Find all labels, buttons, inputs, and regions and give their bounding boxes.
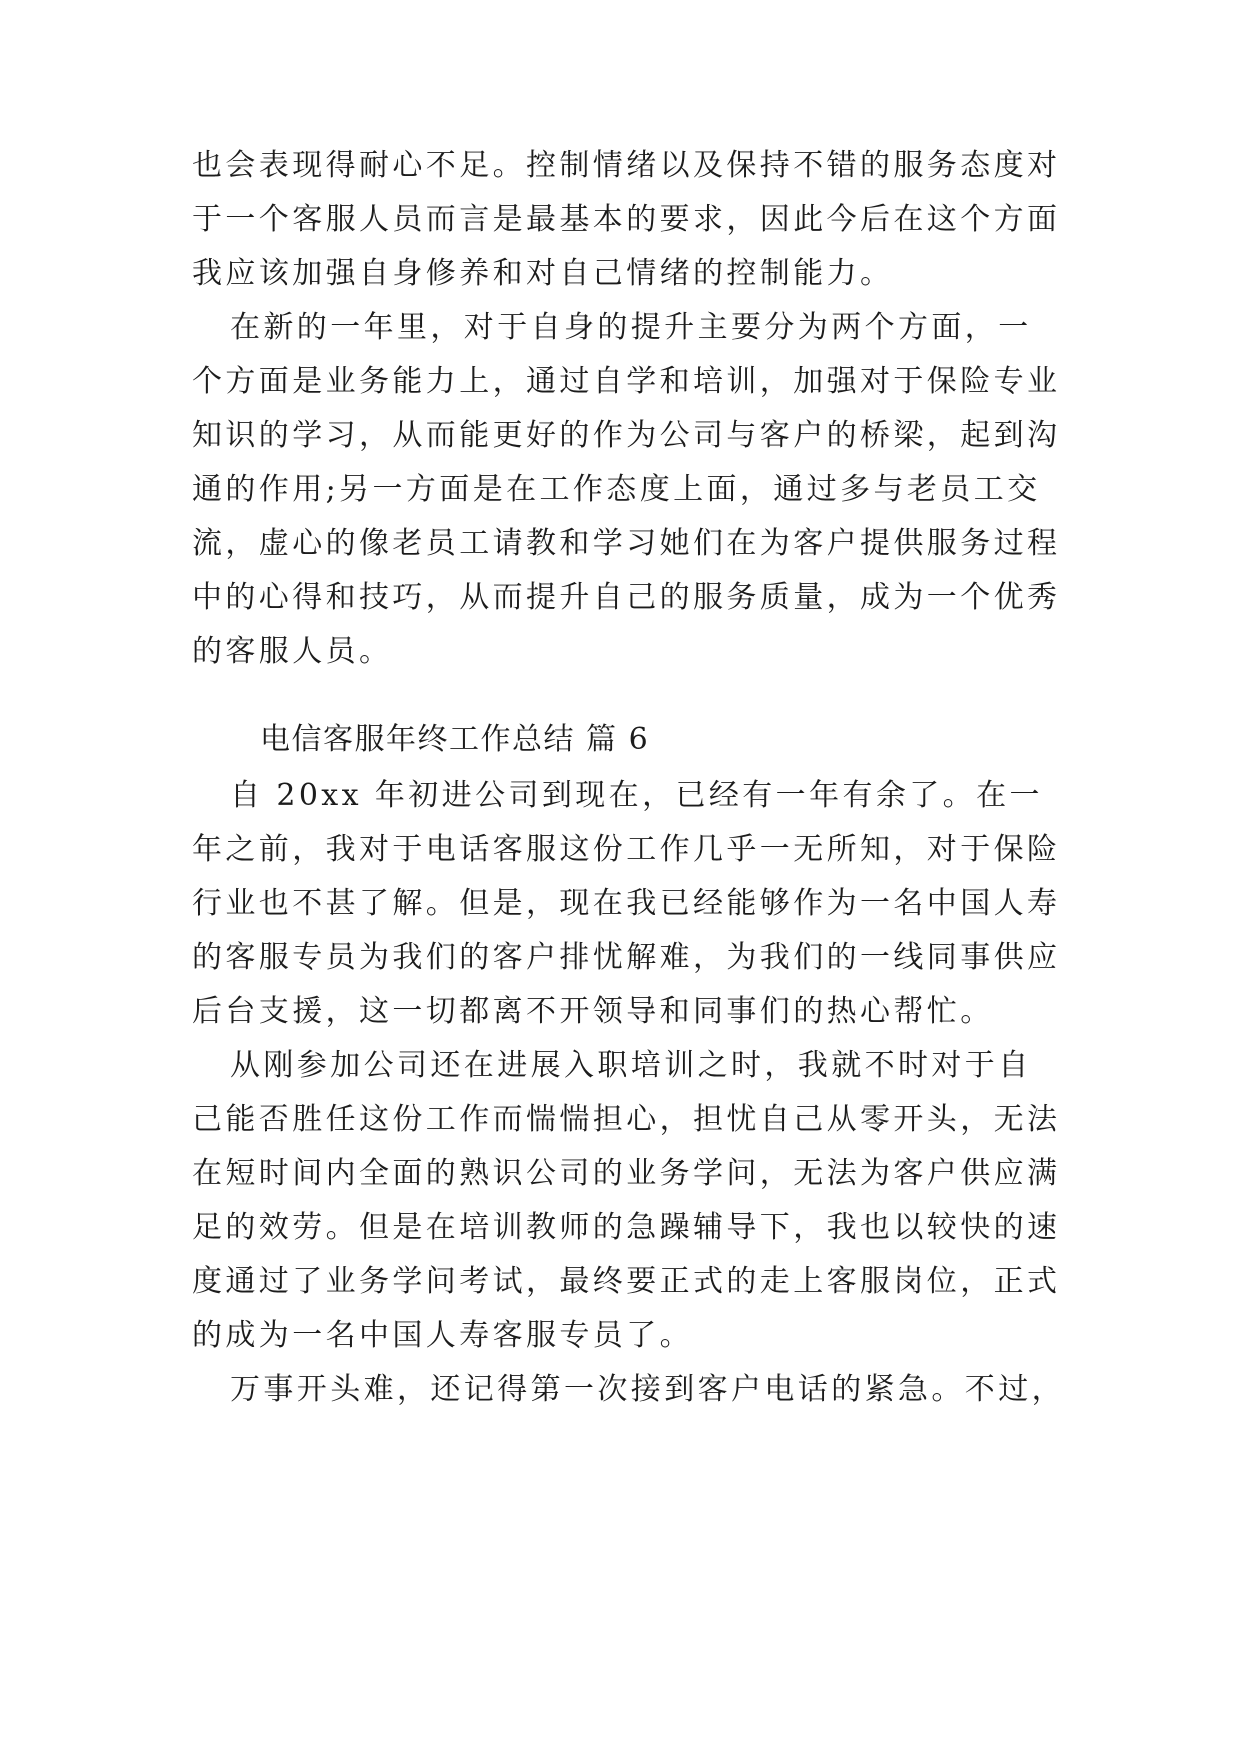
text-line: 的成为一名中国人寿客服专员了。	[192, 1318, 693, 1353]
text-line: 个方面是业务能力上，通过自学和培训，加强对于保险专业	[192, 364, 1061, 399]
text-line: 在短时间内全面的熟识公司的业务学问，无法为客户供应满	[192, 1156, 1061, 1191]
text-line: 己能否胜任这份工作而惴惴担心，担忧自己从零开头，无法	[192, 1102, 1061, 1137]
text-line: 从刚参加公司还在进展入职培训之时，我就不时对于自	[230, 1048, 1032, 1083]
section-heading: 电信客服年终工作总结 篇 6	[260, 722, 650, 757]
text-line: 中的心得和技巧，从而提升自己的服务质量，成为一个优秀	[192, 580, 1061, 615]
text-line: 的客服专员为我们的客户排忧解难，为我们的一线同事供应	[192, 940, 1061, 975]
text-line: 通的作用;另一方面是在工作态度上面，通过多与老员工交	[192, 472, 1041, 507]
text-line: 行业也不甚了解。但是，现在我已经能够作为一名中国人寿	[192, 886, 1061, 921]
text-line: 也会表现得耐心不足。控制情绪以及保持不错的服务态度对	[192, 148, 1061, 183]
text-line: 年之前，我对于电话客服这份工作几乎一无所知，对于保险	[192, 832, 1061, 867]
text-line: 的客服人员。	[192, 634, 393, 669]
text-line: 自 20xx 年初进公司到现在，已经有一年有余了。在一	[230, 778, 1043, 813]
text-line: 于一个客服人员而言是最基本的要求，因此今后在这个方面	[192, 202, 1061, 237]
text-line: 流，虚心的像老员工请教和学习她们在为客户提供服务过程	[192, 526, 1061, 561]
text-line: 后台支援，这一切都离不开领导和同事们的热心帮忙。	[192, 994, 994, 1029]
text-line: 在新的一年里，对于自身的提升主要分为两个方面，一	[230, 310, 1032, 345]
text-line: 度通过了业务学问考试，最终要正式的走上客服岗位，正式	[192, 1264, 1061, 1299]
text-line: 我应该加强自身修养和对自己情绪的控制能力。	[192, 256, 894, 291]
text-line: 万事开头难，还记得第一次接到客户电话的紧急。不过，	[230, 1372, 1065, 1407]
text-line: 知识的学习，从而能更好的作为公司与客户的桥梁，起到沟	[192, 418, 1061, 453]
text-line: 足的效劳。但是在培训教师的急躁辅导下，我也以较快的速	[192, 1210, 1061, 1245]
